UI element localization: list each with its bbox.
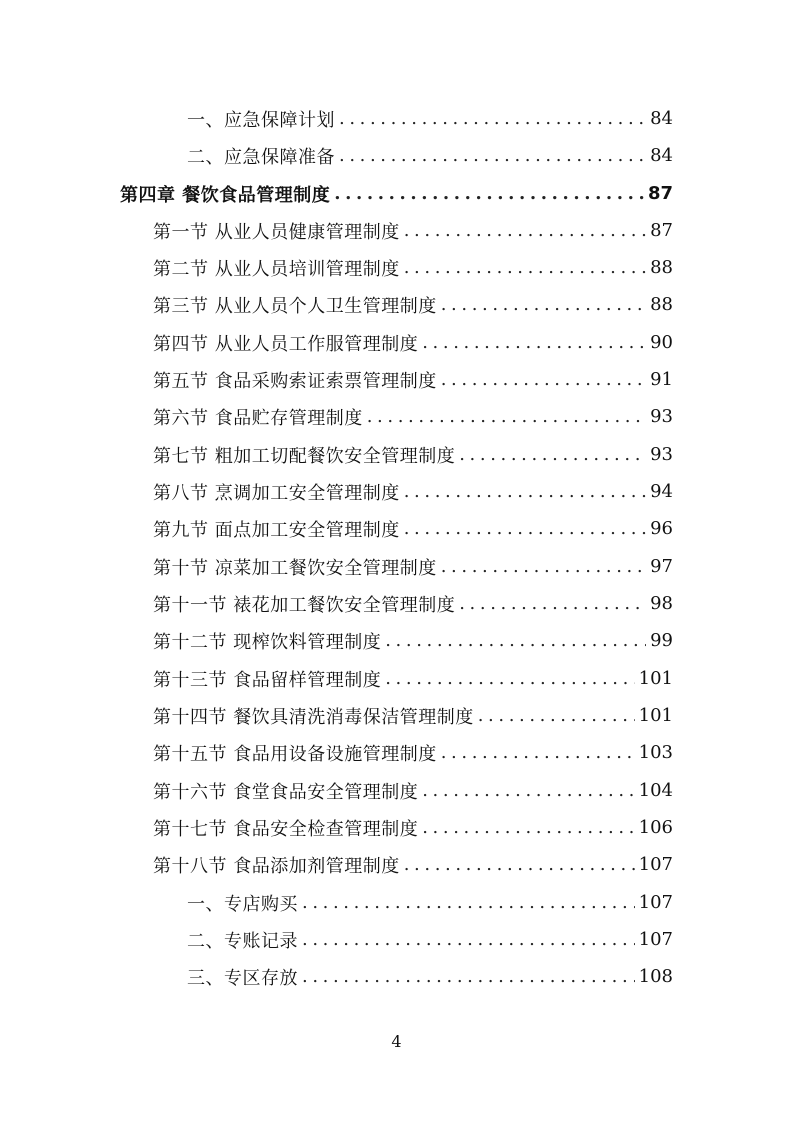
toc-entry-page: 88 (650, 294, 673, 315)
toc-leader-dots (302, 966, 635, 987)
toc-leader-dots (302, 929, 635, 950)
toc-entry[interactable] (187, 921, 673, 958)
toc-entry-page: 96 (650, 518, 673, 539)
toc-entry-page: 98 (650, 593, 673, 614)
toc-entry-page: 87 (650, 220, 673, 241)
toc-entry-page: 107 (638, 854, 673, 875)
toc-entry[interactable] (187, 958, 673, 995)
toc-leader-dots (339, 145, 646, 166)
toc-entry-page: 99 (650, 630, 673, 651)
toc-entry-label: 第八节 烹调加工安全管理制度 (153, 482, 400, 504)
toc-entry-label: 第十七节 食品安全检查管理制度 (153, 818, 419, 840)
toc-entry-page: 103 (638, 742, 673, 763)
toc-leader-dots (422, 817, 634, 838)
toc-entry-page: 90 (650, 332, 673, 353)
toc-leader-dots (404, 518, 646, 539)
toc-entry-label: 第十一节 裱花加工餐饮安全管理制度 (153, 594, 456, 616)
toc-entry[interactable] (153, 510, 673, 547)
toc-entry-page: 91 (650, 369, 673, 390)
toc-entry-page: 107 (638, 892, 673, 913)
toc-entry-page: 93 (650, 406, 673, 427)
toc-entry[interactable] (187, 100, 673, 137)
toc-leader-dots (422, 780, 634, 801)
toc-entry[interactable] (153, 436, 673, 473)
toc-entry-page: 94 (650, 481, 673, 502)
toc-entry-label: 一、应急保障计划 (187, 109, 335, 131)
toc-entry[interactable] (153, 212, 673, 249)
toc-entry-label: 第四章 餐饮食品管理制度 (120, 184, 331, 206)
toc-leader-dots (422, 332, 646, 353)
toc-entry-page: 101 (638, 705, 673, 726)
toc-entry-label: 二、专账记录 (187, 930, 298, 952)
toc-leader-dots (404, 220, 646, 241)
toc-entry[interactable] (153, 398, 673, 435)
toc-entry-label: 第十三节 食品留样管理制度 (153, 669, 382, 691)
toc-entry-label: 三、专区存放 (187, 967, 298, 989)
toc-entry-label: 第十五节 食品用设备设施管理制度 (153, 743, 437, 765)
toc-entry[interactable] (153, 361, 673, 398)
toc-leader-dots (404, 854, 635, 875)
toc-leader-dots (339, 108, 646, 129)
toc-entry-page: 106 (638, 817, 673, 838)
toc-leader-dots (459, 444, 646, 465)
toc-entry-page: 104 (638, 780, 673, 801)
toc-entry[interactable] (153, 473, 673, 510)
toc-entry-label: 第十四节 餐饮具清洗消毒保洁管理制度 (153, 706, 474, 728)
toc-leader-dots (302, 892, 635, 913)
toc-leader-dots (478, 705, 635, 726)
toc-leader-dots (404, 257, 646, 278)
toc-leader-dots (459, 593, 646, 614)
toc-entry-page: 88 (650, 257, 673, 278)
toc-entry-label: 二、应急保障准备 (187, 146, 335, 168)
toc-entry-page: 93 (650, 444, 673, 465)
toc-leader-dots (404, 481, 646, 502)
toc-entry[interactable] (153, 249, 673, 286)
toc-entry[interactable] (153, 324, 673, 361)
toc-leader-dots (441, 556, 646, 577)
toc-entry[interactable] (153, 286, 673, 323)
toc-entry-label: 第十二节 现榨饮料管理制度 (153, 631, 382, 653)
toc-entry-page: 84 (650, 108, 673, 129)
toc-entry-label: 第十节 凉菜加工餐饮安全管理制度 (153, 557, 437, 579)
toc-entry[interactable] (153, 585, 673, 622)
toc-entry-label: 第七节 粗加工切配餐饮安全管理制度 (153, 445, 456, 467)
page-number: 4 (391, 1032, 402, 1051)
toc-entry-label: 第六节 食品贮存管理制度 (153, 407, 363, 429)
toc-leader-dots (441, 294, 646, 315)
toc-entry-page: 97 (650, 556, 673, 577)
toc-leader-dots (385, 668, 634, 689)
toc-entry-label: 第三节 从业人员个人卫生管理制度 (153, 295, 437, 317)
toc-entry-page: 84 (650, 145, 673, 166)
toc-entry-page: 87 (647, 183, 673, 204)
toc-entry[interactable] (153, 622, 673, 659)
toc-entry-label: 一、专店购买 (187, 893, 298, 915)
toc-entry-page: 107 (638, 929, 673, 950)
toc-entry[interactable] (153, 772, 673, 809)
toc-leader-dots (441, 369, 646, 390)
toc-entry[interactable] (187, 884, 673, 921)
toc-entry[interactable] (153, 846, 673, 883)
toc-entry-page: 108 (638, 966, 673, 987)
toc-leader-dots (334, 183, 644, 204)
toc-entry-label: 第一节 从业人员健康管理制度 (153, 221, 400, 243)
toc-entry[interactable] (153, 548, 673, 585)
toc-entry[interactable] (153, 697, 673, 734)
toc-leader-dots (385, 630, 646, 651)
toc-leader-dots (367, 406, 646, 427)
toc-entry[interactable] (153, 809, 673, 846)
toc-entry[interactable] (153, 660, 673, 697)
toc-leader-dots (441, 742, 635, 763)
toc-entry-label: 第十八节 食品添加剂管理制度 (153, 855, 400, 877)
toc-entry[interactable] (187, 137, 673, 174)
toc-chapter-entry[interactable] (120, 175, 673, 212)
toc-entry[interactable] (153, 734, 673, 771)
toc-entry-label: 第四节 从业人员工作服管理制度 (153, 333, 419, 355)
toc-entry-label: 第二节 从业人员培训管理制度 (153, 258, 400, 280)
toc-entry-page: 101 (638, 668, 673, 689)
toc-entry-label: 第九节 面点加工安全管理制度 (153, 519, 400, 541)
toc-entry-label: 第十六节 食堂食品安全管理制度 (153, 781, 419, 803)
toc-entry-label: 第五节 食品采购索证索票管理制度 (153, 370, 437, 392)
